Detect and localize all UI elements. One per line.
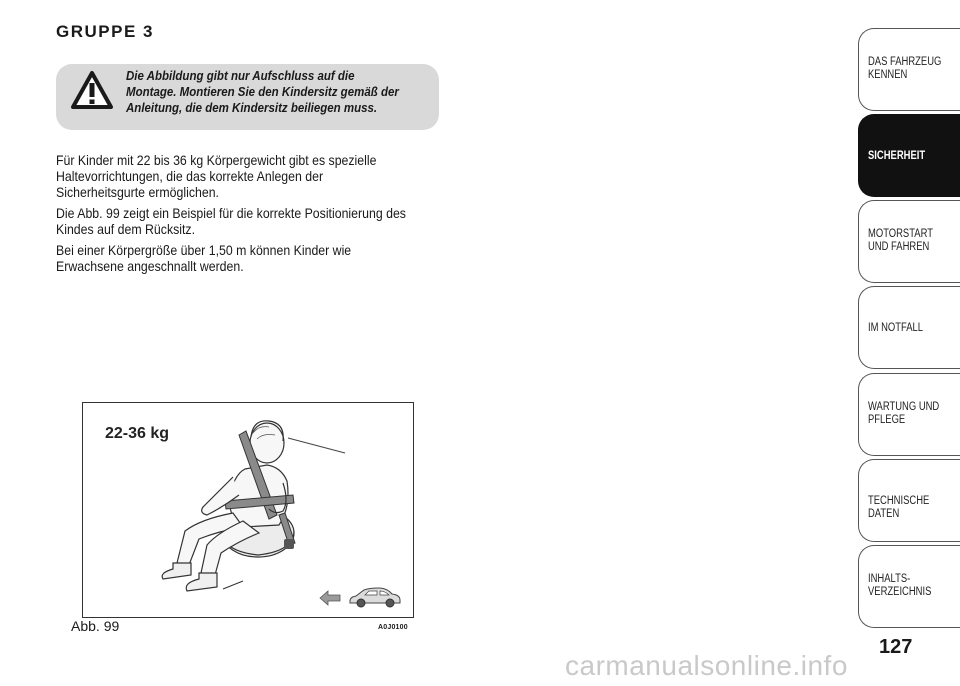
car-side-icon [347,585,403,609]
body-paragraph: Bei einer Körpergröße über 1,50 m können Kinder wie Erwachsene angeschnallt werden. [56,242,352,274]
body-text [56,152,408,279]
body-paragraph: Für Kinder mit 22 bis 36 kg Körpergewicht gibt es spezielle Haltevorrichtungen, die das korrekte Anlegen der Sicherheitsgurte ermöglichen. [56,152,377,200]
figure-frame [82,402,414,618]
figure-caption: Abb. 99 [71,618,120,634]
watermark: carmanualsonline.info [565,650,848,681]
tab-wartung-und-pflege[interactable] [858,373,960,456]
figure-weight-label: 22-36 kg [105,425,170,442]
figure-code: A0J0100 [378,624,408,631]
body-paragraph: Die Abb. 99 zeigt ein Beispiel für die korrekte Positionierung des Kindes auf dem Rücksitz. [56,205,406,237]
tab-sicherheit[interactable] [858,114,960,197]
tab-label: WARTUNG UND PFLEGE [868,401,940,426]
tab-im-notfall[interactable] [858,286,960,369]
tab-label: IM NOTFALL [868,322,924,334]
tab-label: INHALTS-VERZEICHNIS [868,573,932,598]
tab-das-fahrzeug-kennen[interactable] [858,28,960,111]
tab-label: TECHNISCHE DATEN [868,495,930,520]
tab-label: DAS FAHRZEUG KENNEN [868,56,942,81]
tab-label: SICHERHEIT [868,150,926,162]
warning-text: Die Abbildung gibt nur Aufschluss auf die Montage. Montieren Sie den Kindersitz gemäß der Anleitung, die dem Kindersitz beiliegen muss. [126,69,399,115]
tab-motorstart-und-fahren[interactable] [858,200,960,283]
warning-triangle-icon [70,70,114,110]
section-heading: GRUPPE 3 [56,22,154,41]
tab-technische-daten[interactable] [858,459,960,542]
page-number: 127 [879,636,913,658]
arrow-left-icon [319,589,341,607]
tab-inhaltsverzeichnis[interactable] [858,545,960,628]
tab-label: MOTORSTART UND FAHREN [868,228,933,253]
warning-box [56,64,439,130]
